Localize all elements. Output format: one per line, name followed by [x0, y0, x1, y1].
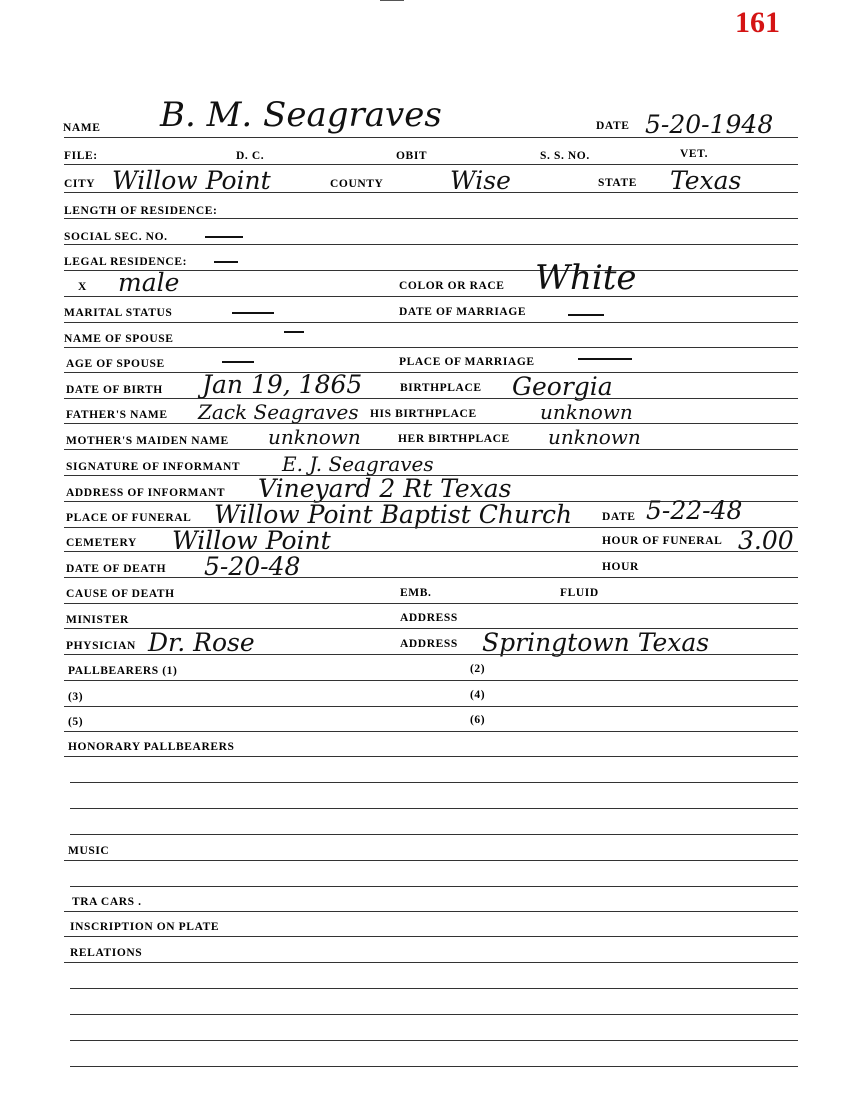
label-minister: MINISTER [66, 614, 129, 626]
label-pallbearers: PALLBEARERS (1) [68, 665, 178, 677]
form-line [64, 654, 798, 655]
blank-dash [232, 312, 274, 314]
label-pallbearer-5: (5) [68, 716, 84, 728]
entry-her-birthplace: unknown [548, 425, 641, 449]
label-pallbearer-3: (3) [68, 691, 84, 703]
form-line [64, 164, 798, 165]
label-social-sec-no: SOCIAL SEC. NO. [64, 231, 168, 243]
label-her-birthplace: HER BIRTHPLACE [398, 433, 510, 445]
entry-signature-of-informant: E. J. Seagraves [282, 452, 434, 476]
form-line [64, 680, 798, 681]
label-signature-of-informant: SIGNATURE OF INFORMANT [66, 461, 241, 473]
label-pallbearer-6: (6) [470, 714, 486, 726]
label-fluid: FLUID [560, 587, 599, 599]
label-birthplace: BIRTHPLACE [400, 382, 482, 394]
scan-mark [380, 0, 404, 1]
entry-funeral-date: 5-22-48 [646, 496, 743, 525]
label-his-birthplace: HIS BIRTHPLACE [370, 408, 477, 420]
form-line [70, 782, 798, 783]
label-date: DATE [596, 120, 630, 132]
form-line [64, 731, 798, 732]
label-place-of-funeral: PLACE OF FUNERAL [66, 512, 192, 524]
form-line [64, 603, 798, 604]
label-hour-of-funeral: HOUR OF FUNERAL [602, 535, 723, 547]
entry-date-of-death: 5-20-48 [204, 552, 301, 581]
label-legal-residence: LEGAL RESIDENCE: [64, 256, 188, 268]
form-line [70, 834, 798, 835]
blank-dash [284, 331, 304, 333]
form-line [64, 347, 798, 348]
form-line [64, 296, 798, 297]
entry-city: Willow Point [112, 166, 271, 195]
label-physician-address: ADDRESS [400, 638, 458, 650]
label-cemetery: CEMETERY [66, 537, 137, 549]
label-dc: D. C. [236, 150, 265, 162]
label-inscription-on-plate: INSCRIPTION ON PLATE [70, 921, 220, 933]
form-line [64, 192, 798, 193]
entry-physician-address: Springtown Texas [482, 628, 710, 657]
label-name-of-spouse: NAME OF SPOUSE [64, 333, 174, 345]
label-sex: X [78, 281, 87, 293]
label-hour: HOUR [602, 561, 639, 573]
entry-mothers-maiden-name: unknown [268, 425, 361, 449]
entry-date-of-birth: Jan 19, 1865 [202, 370, 363, 399]
entry-hour-of-funeral: 3.00 [738, 526, 794, 555]
entry-address-of-informant: Vineyard 2 Rt Texas [258, 474, 512, 503]
label-fathers-name: FATHER'S NAME [66, 409, 168, 421]
label-date-of-death: DATE OF DEATH [66, 563, 167, 575]
label-state: STATE [598, 177, 638, 189]
form-line [70, 1040, 798, 1041]
form-line [64, 577, 798, 578]
label-honorary-pallbearers: HONORARY PALLBEARERS [68, 741, 235, 753]
form-line [64, 322, 798, 323]
label-city: CITY [64, 178, 96, 190]
blank-dash [222, 361, 254, 363]
form-line [64, 706, 798, 707]
label-mothers-maiden-name: MOTHER'S MAIDEN NAME [66, 435, 229, 447]
form-line [64, 423, 798, 424]
form-line [70, 1066, 798, 1067]
form-line [64, 551, 798, 552]
label-extra-cars: TRA CARS . [72, 896, 142, 908]
entry-name: B. M. Seagraves [160, 95, 442, 135]
label-music: MUSIC [68, 845, 110, 857]
label-pallbearer-4: (4) [470, 689, 486, 701]
entry-state: Texas [670, 166, 742, 195]
blank-dash [214, 261, 238, 263]
entry-cemetery: Willow Point [172, 526, 331, 555]
label-pallbearer-2: (2) [470, 663, 486, 675]
label-obit: OBIT [396, 150, 428, 162]
form-line [70, 808, 798, 809]
label-file: FILE: [64, 150, 98, 162]
form-line [64, 137, 798, 138]
label-vet: VET. [680, 148, 709, 160]
label-address-of-informant: ADDRESS OF INFORMANT [66, 487, 226, 499]
label-age-of-spouse: AGE OF SPOUSE [66, 358, 165, 370]
label-physician: PHYSICIAN [66, 640, 136, 652]
form-line [70, 1014, 798, 1015]
blank-dash [578, 358, 632, 360]
label-date-of-marriage: DATE OF MARRIAGE [399, 306, 527, 318]
entry-birthplace: Georgia [512, 372, 613, 401]
form-line [64, 911, 798, 912]
label-marital-status: MARITAL STATUS [64, 307, 173, 319]
form-line [64, 398, 798, 399]
entry-county: Wise [450, 166, 511, 195]
form-line [64, 756, 798, 757]
form-line [70, 988, 798, 989]
form-line [64, 449, 798, 450]
form-line [70, 886, 798, 887]
label-place-of-marriage: PLACE OF MARRIAGE [399, 356, 535, 368]
entry-his-birthplace: unknown [540, 400, 633, 424]
label-county: COUNTY [330, 178, 384, 190]
entry-fathers-name: Zack Seagraves [198, 400, 359, 424]
label-cause-of-death: CAUSE OF DEATH [66, 588, 175, 600]
form-line [64, 962, 798, 963]
form-line [64, 218, 798, 219]
blank-dash [205, 236, 243, 238]
form-line [64, 860, 798, 861]
label-ss-no: S. S. NO. [540, 150, 590, 162]
entry-date: 5-20-1948 [645, 110, 774, 139]
label-emb: EMB. [400, 587, 432, 599]
form-line [64, 936, 798, 937]
label-color-or-race: COLOR OR RACE [399, 280, 505, 292]
entry-color-or-race: White [535, 258, 637, 298]
label-name: NAME [63, 122, 101, 134]
label-length-of-residence: LENGTH OF RESIDENCE: [64, 205, 218, 217]
form-line [64, 372, 798, 373]
entry-place-of-funeral: Willow Point Baptist Church [214, 500, 573, 529]
label-minister-address: ADDRESS [400, 612, 458, 624]
form-line [64, 244, 798, 245]
page-number: 161 [735, 6, 780, 39]
entry-physician: Dr. Rose [148, 628, 255, 657]
label-relations: RELATIONS [70, 947, 143, 959]
blank-dash [568, 314, 604, 316]
entry-sex: male [118, 268, 180, 297]
label-date-of-birth: DATE OF BIRTH [66, 384, 163, 396]
label-funeral-date: DATE [602, 511, 636, 523]
